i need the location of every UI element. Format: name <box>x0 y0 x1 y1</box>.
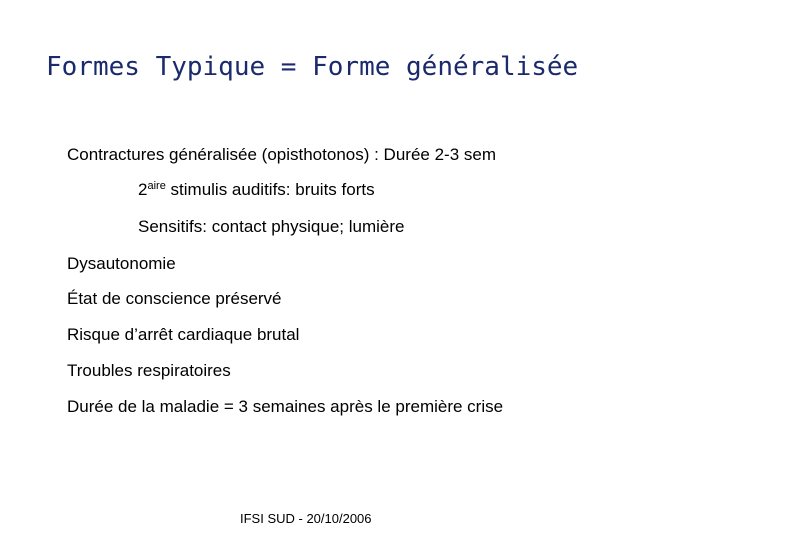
sub-bullet-auditory-text: stimulis auditifs: bruits forts <box>165 180 375 199</box>
bullet-dysautonomie: Dysautonomie <box>67 254 176 273</box>
bullet-duree-maladie: Durée de la maladie = 3 semaines après le première crise <box>67 397 504 416</box>
ordinal-number: 2 <box>138 180 148 199</box>
slide-title: Formes Typique = Forme généralisée <box>46 52 579 82</box>
sub-bullet-sensitive: Sensitifs: contact physique; lumière <box>138 217 405 236</box>
bullet-conscience: État de conscience préservé <box>67 289 282 308</box>
bullet-arret-cardiaque: Risque d’arrêt cardiaque brutal <box>67 325 300 344</box>
slide-footer: IFSI SUD - 20/10/2006 <box>240 511 372 526</box>
bullet-respiratoires: Troubles respiratoires <box>67 361 231 380</box>
sub-bullet-auditory <box>138 180 375 200</box>
ordinal-superscript: aire <box>147 180 166 192</box>
bullet-contractures: Contractures généralisée (opisthotonos) : Durée 2-3 sem <box>67 145 496 164</box>
